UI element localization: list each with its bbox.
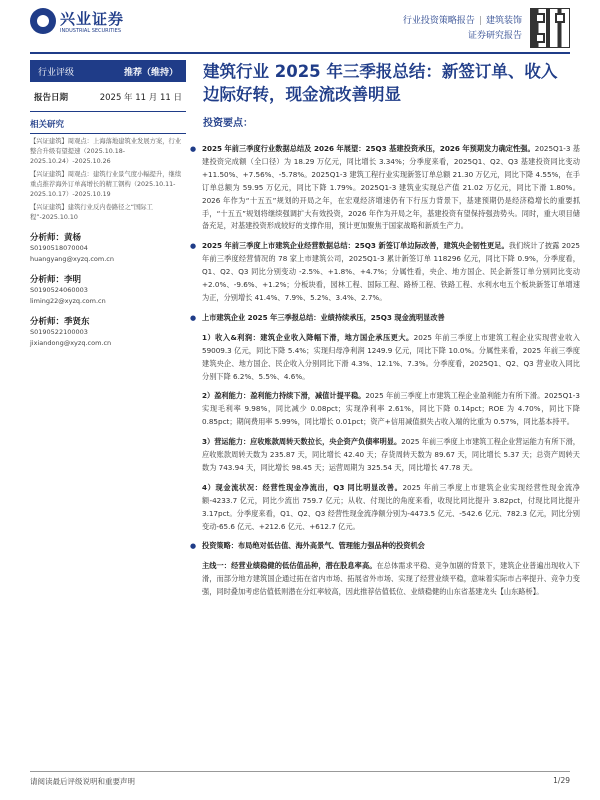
- paragraph-text: 在总体需求平稳、竞争加剧的背景下，建筑企业普遍出现收入下滑，而部分地方建筑国企通过拓在省内市场、拓展省外市场、实现了经营业绩平稳，意味着实际市占率提升、竞争力变强，同时叠加考虑估值低则潜在分红率较高，因此推荐估值低位、业绩稳健的山东省基建龙头【山东路桥】。: [202, 561, 580, 597]
- paragraph-lead: 上市建筑企业 2025 年三季报总结：业绩持续承压，25Q3 现金流明显改善: [202, 312, 445, 322]
- analyst-cert: S0190518070004: [30, 244, 88, 252]
- paragraph-text: 2025 年前三季度上市建筑工程企业营运能力有所下滑，应收账款周转天数为 235.87 天，同比增长 42.40 天；存货周转天数为 89.67 天，同比增长 5.37 天；总资产周转天数为 743.94 天，同比增长 98.45 天；运营周期为 325.54 天，同比增长 47.78 天。: [202, 437, 580, 472]
- paragraph-lead: 2）盈利能力：盈利能力持续下滑，减值计提平稳。: [202, 391, 366, 401]
- logo-icon: [30, 8, 56, 34]
- related-research-title: 相关研究: [30, 118, 186, 134]
- logo-subtext: INDUSTRIAL SECURITIES: [60, 28, 121, 34]
- paragraph: [190, 482, 580, 534]
- paragraph-lead: 主线一：经营业绩稳健的低估值品种，潜在股息率高。: [202, 561, 377, 571]
- analyst-role: 分析师：: [30, 233, 65, 243]
- analyst-card: [30, 315, 186, 349]
- analyst-role: 分析师：: [30, 317, 65, 327]
- paragraph-lead: 2025 年前三季度上市建筑企业经营数据总结：25Q3 新签订单边际改善，建筑央企韧性更足。: [202, 241, 509, 251]
- report-date: [30, 82, 186, 112]
- rating-bar: [30, 60, 186, 82]
- paragraph: [190, 436, 580, 475]
- logo-text: 兴业证券: [60, 10, 125, 28]
- analyst-email[interactable]: jixiandong@xyzq.com.cn: [30, 339, 112, 347]
- analyst-name: 季贤东: [64, 317, 90, 327]
- paragraph: [190, 560, 580, 599]
- paragraph-text: 2025Q1-3 基建投资完成额（全口径）为 18.29 万亿元，同比增长 3.34%；分季度来看，2025Q1、Q2、Q3 基建投资同比变动+11.50%、+7.56%、-5.78%。2025Q1-3 建筑工程行业实现新签订单总额 21.30 万亿元，同比下降 4.55%，在手订单总额为 59.95 万亿元，同比下降 1.79%。2025Q1-3 建筑业实现总产值 21.02 万亿元，同比下滑 1.80%。2026 年作为“十五五”规划的开局之年，在宏观经济增速仍有下行压力背景下，基建预期仍是经济稳增长的重要抓手，“十五五”规划将继续强调扩大有效投资，2026 年作为开局之年，基建投资有望保持强劲势头。同时，重大项目储备充足，对基建投资形成较好的支撑作用，预计更加聚焦于国家战略和新质生产力。: [202, 144, 580, 231]
- rating-value: 推荐（维持）: [123, 67, 178, 78]
- page-number: 1/29: [553, 776, 570, 785]
- analyst-name: 李明: [64, 275, 82, 285]
- paragraph-lead: 投资策略：布局绝对低估值、海外高景气、管理能力强品种的投资机会: [202, 541, 425, 551]
- analyst-email[interactable]: huangyang@xyzq.com.cn: [30, 255, 114, 263]
- paragraph-text: 2025 年前三季度上市建筑工程企业实现营业收入 59009.3 亿元，同比下降 5.4%；实现归母净利润 1249.9 亿元，同比下降 10.0%。分属性来看，2025 年前三季度建筑央企、地方国企、民企收入分别同比下滑 4.3%、12.1%、7.3%。分季度看，2025Q1、Q2、Q3 营业收入同比分别下降 6.2%、5.5%、4.6%。: [202, 332, 580, 381]
- page-header: [0, 0, 600, 58]
- paragraph-lead: 3）营运能力：应收账款周转天数拉长，央企资产负债率明显。: [202, 437, 402, 447]
- sidebar: [30, 60, 186, 349]
- paragraph: [190, 240, 580, 305]
- report-subline: 证券研究报告: [467, 31, 522, 41]
- paragraph: [190, 312, 580, 325]
- report-body: [190, 143, 580, 606]
- analyst-name: 黄杨: [64, 233, 82, 243]
- related-research-link[interactable]: 【兴证建筑】周观点：建筑行业景气度小幅提升，继续重点推荐海外订单高增长的精工钢构（2025.10.11-2025.10.17）-2025.10.19: [30, 171, 182, 198]
- report-category: 行业投资策略报告 | 建筑装饰: [402, 16, 522, 26]
- related-research-link[interactable]: 【兴证建筑】建筑行业反内卷路径之“国际工程”-2025.10.10: [30, 204, 153, 221]
- analyst-card: [30, 273, 186, 307]
- qr-code-icon: [530, 8, 570, 48]
- rating-label: 行业评级: [38, 67, 75, 78]
- paragraph: [190, 332, 580, 384]
- analyst-card: [30, 231, 186, 265]
- report-sector: 建筑装饰: [485, 16, 522, 26]
- paragraph: [190, 390, 580, 429]
- paragraph: [190, 143, 580, 233]
- title-block: [203, 60, 570, 129]
- analyst-role: 分析师：: [30, 275, 65, 285]
- page-title: 建筑行业 2025 年三季报总结：新签订单、收入边际好转，现金流改善明显: [203, 62, 558, 104]
- date-label: 报告日期: [34, 93, 69, 103]
- paragraph-lead: 1）收入&利润：建筑企业收入降幅下滑，地方国企承压更大。: [202, 332, 414, 342]
- paragraph: [190, 540, 580, 553]
- footer-disclaimer: 请阅读最后评级说明和重要声明: [30, 777, 135, 786]
- paragraph-lead: 2025 年前三季度行业数据总结及 2026 年展望：25Q3 基建投资承压，2026 年预期发力确定性强。: [202, 144, 535, 153]
- footer-divider: [30, 771, 570, 772]
- report-type: 行业投资策略报告: [402, 16, 475, 26]
- paragraph-text: 2025 年前三季度上市建筑企业实现经营性现金流净额-4233.7 亿元，同比少流出 759.7 亿元；从收、付现比的角度来看，收现比同比提升 3.82pct，付现比同比提升 3.17pct。分季度来看，Q1、Q2、Q3 经营性现金流净额分别为-4473.5 亿元、-542.6 亿元、782.3 亿元，同比分别变动-65.6 亿元、+212.6 亿元、+612.7 亿元。: [202, 482, 580, 531]
- header-divider: [30, 52, 570, 54]
- related-research-link[interactable]: 【兴证建筑】周观点：上海落地建筑业发展方案，行业整合升级有望提速（2025.10.18-2025.10.24）-2025.10.26: [30, 138, 182, 165]
- company-logo: [30, 6, 140, 46]
- analyst-email[interactable]: liming22@xyzq.com.cn: [30, 297, 106, 305]
- analyst-cert: S0190522100003: [30, 328, 88, 336]
- paragraph-text: 2025 年前三季度上市建筑工程企业盈利能力有所下滑。2025Q1-3 实现毛利率 9.98%，同比减少 0.08pct；实现净利率 2.61%，同比下降 0.14pct；ROE 为 4.70%，同比下降 0.85pct；期间费用率 5.99%，同比增长 0.01pct；资产+信用减值损失占收入端的比重为 0.57%，同比基本持平。: [202, 391, 580, 427]
- paragraph-lead: 4）现金流状况：经营性现金净流出，Q3 同比明显改善。: [202, 482, 403, 492]
- analyst-cert: S0190524060003: [30, 286, 88, 294]
- key-points-heading: 投资要点：: [203, 118, 253, 129]
- date-value: 2025 年 11 月 11 日: [99, 93, 182, 103]
- paragraph-text: 我们统计了披露 2025 年前三季度经营情况的 78 家上市建筑公司，2025Q1-3 累计新签订单 118296 亿元，同比下降 0.9%，分季度看，Q1、Q2、Q3 同比分别变动 -2.5%、+1.8%、+4.7%；分属性看，央企、地方国企、民企新签订单分别同比变动+2.0%、-9.6%、+1.2%；分板块看，园林工程、国际工程、路桥工程、铁路工程、水利水电五个板块新签订单增速为正，分别增长 41.4%、7.9%、5.2%、3.4%、2.7%。: [202, 241, 580, 302]
